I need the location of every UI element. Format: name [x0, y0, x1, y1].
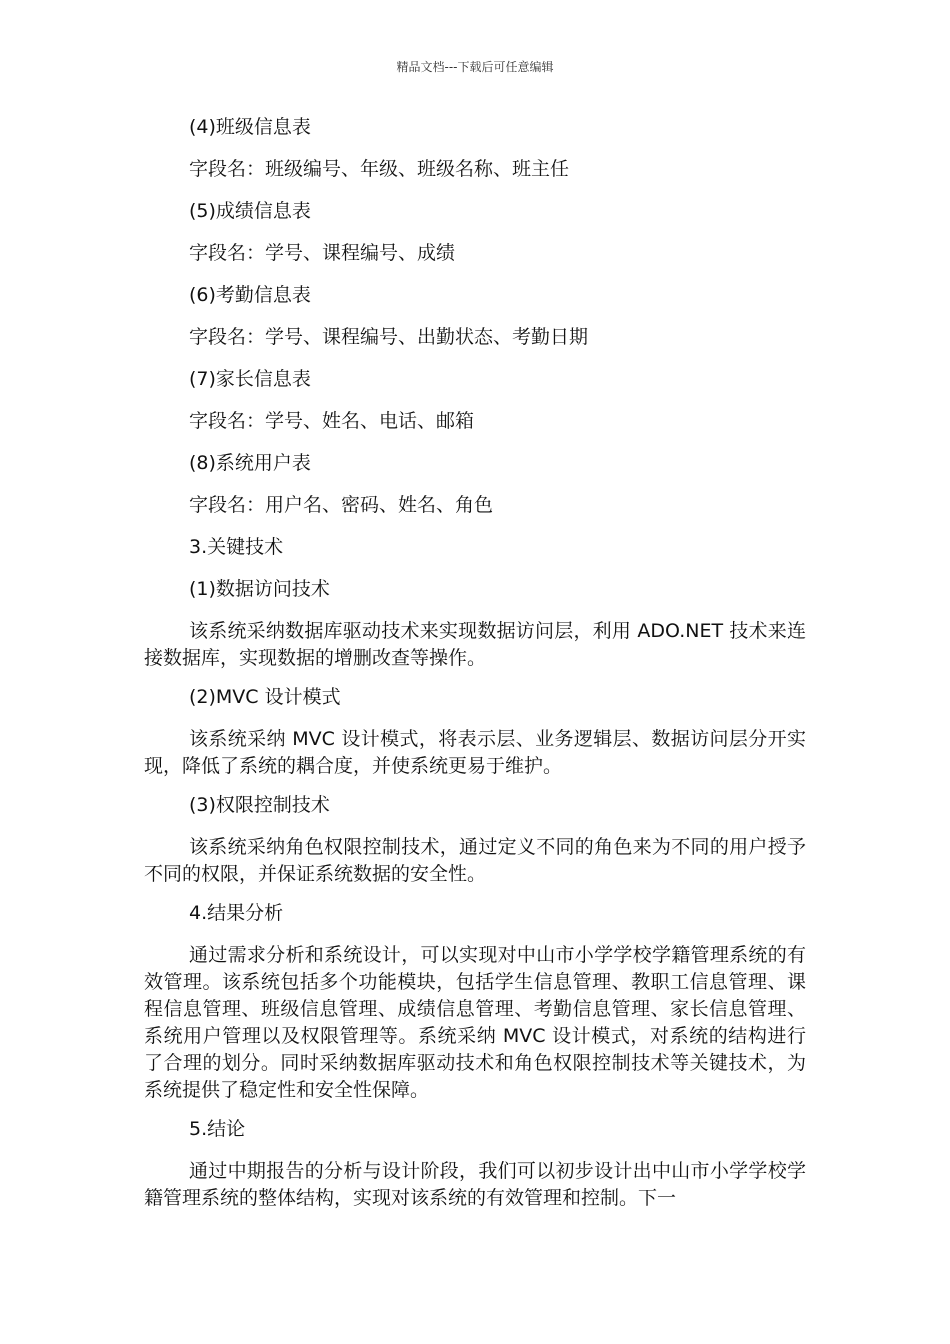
heading-attendance-info-table: (6)考勤信息表 — [189, 284, 311, 306]
paragraph-mvc: 该系统采纳 MVC 设计模式，将表示层、业务逻辑层、数据访问层分开实现，降低了系统的耦合度，并使系统更易于维护。 — [144, 728, 806, 777]
paragraph-access-control: 该系统采纳角色权限控制技术，通过定义不同的角色来为不同的用户授予不同的权限，并保证系统数据的安全性。 — [144, 836, 806, 885]
fields-class-info-table: 字段名：班级编号、年级、班级名称、班主任 — [189, 158, 570, 180]
page-header: 精品文档---下载后可任意编辑 — [396, 60, 554, 74]
section-heading-results: 4.结果分析 — [189, 902, 284, 924]
fields-system-user-table: 字段名：用户名、密码、姓名、角色 — [189, 494, 494, 516]
section-heading-key-technology: 3.关键技术 — [189, 536, 284, 558]
paragraph-results: 通过需求分析和系统设计，可以实现对中山市小学学校学籍管理系统的有效管理。该系统包括多个功能模块，包括学生信息管理、教职工信息管理、课程信息管理、班级信息管理、成绩信息管理、考勤信息管理、家长信息管理、系统用户管理以及权限管理等。系统采纳 MVC 设计模式，对系统的结构进行了合理的划分。同时采纳数据库驱动技术和角色权限控制技术等关键技术，为系统提供了稳定性和安全性保障。 — [144, 944, 806, 1101]
subheading-mvc: (2)MVC 设计模式 — [189, 686, 341, 708]
heading-class-info-table: (4)班级信息表 — [189, 116, 311, 138]
section-heading-conclusion: 5.结论 — [189, 1118, 246, 1140]
heading-grade-info-table: (5)成绩信息表 — [189, 200, 311, 222]
document-body — [144, 114, 806, 1224]
heading-parent-info-table: (7)家长信息表 — [189, 368, 311, 390]
fields-grade-info-table: 字段名：学号、课程编号、成绩 — [189, 242, 456, 264]
subheading-access-control: (3)权限控制技术 — [189, 794, 330, 816]
fields-parent-info-table: 字段名：学号、姓名、电话、邮箱 — [189, 410, 475, 432]
paragraph-conclusion: 通过中期报告的分析与设计阶段，我们可以初步设计出中山市小学学校学籍管理系统的整体结构，实现对该系统的有效管理和控制。下一 — [144, 1160, 806, 1209]
subheading-data-access: (1)数据访问技术 — [189, 578, 330, 600]
fields-attendance-info-table: 字段名：学号、课程编号、出勤状态、考勤日期 — [189, 326, 589, 348]
paragraph-data-access: 该系统采纳数据库驱动技术来实现数据访问层，利用 ADO.NET 技术来连接数据库，实现数据的增删改查等操作。 — [144, 620, 806, 669]
heading-system-user-table: (8)系统用户表 — [189, 452, 311, 474]
